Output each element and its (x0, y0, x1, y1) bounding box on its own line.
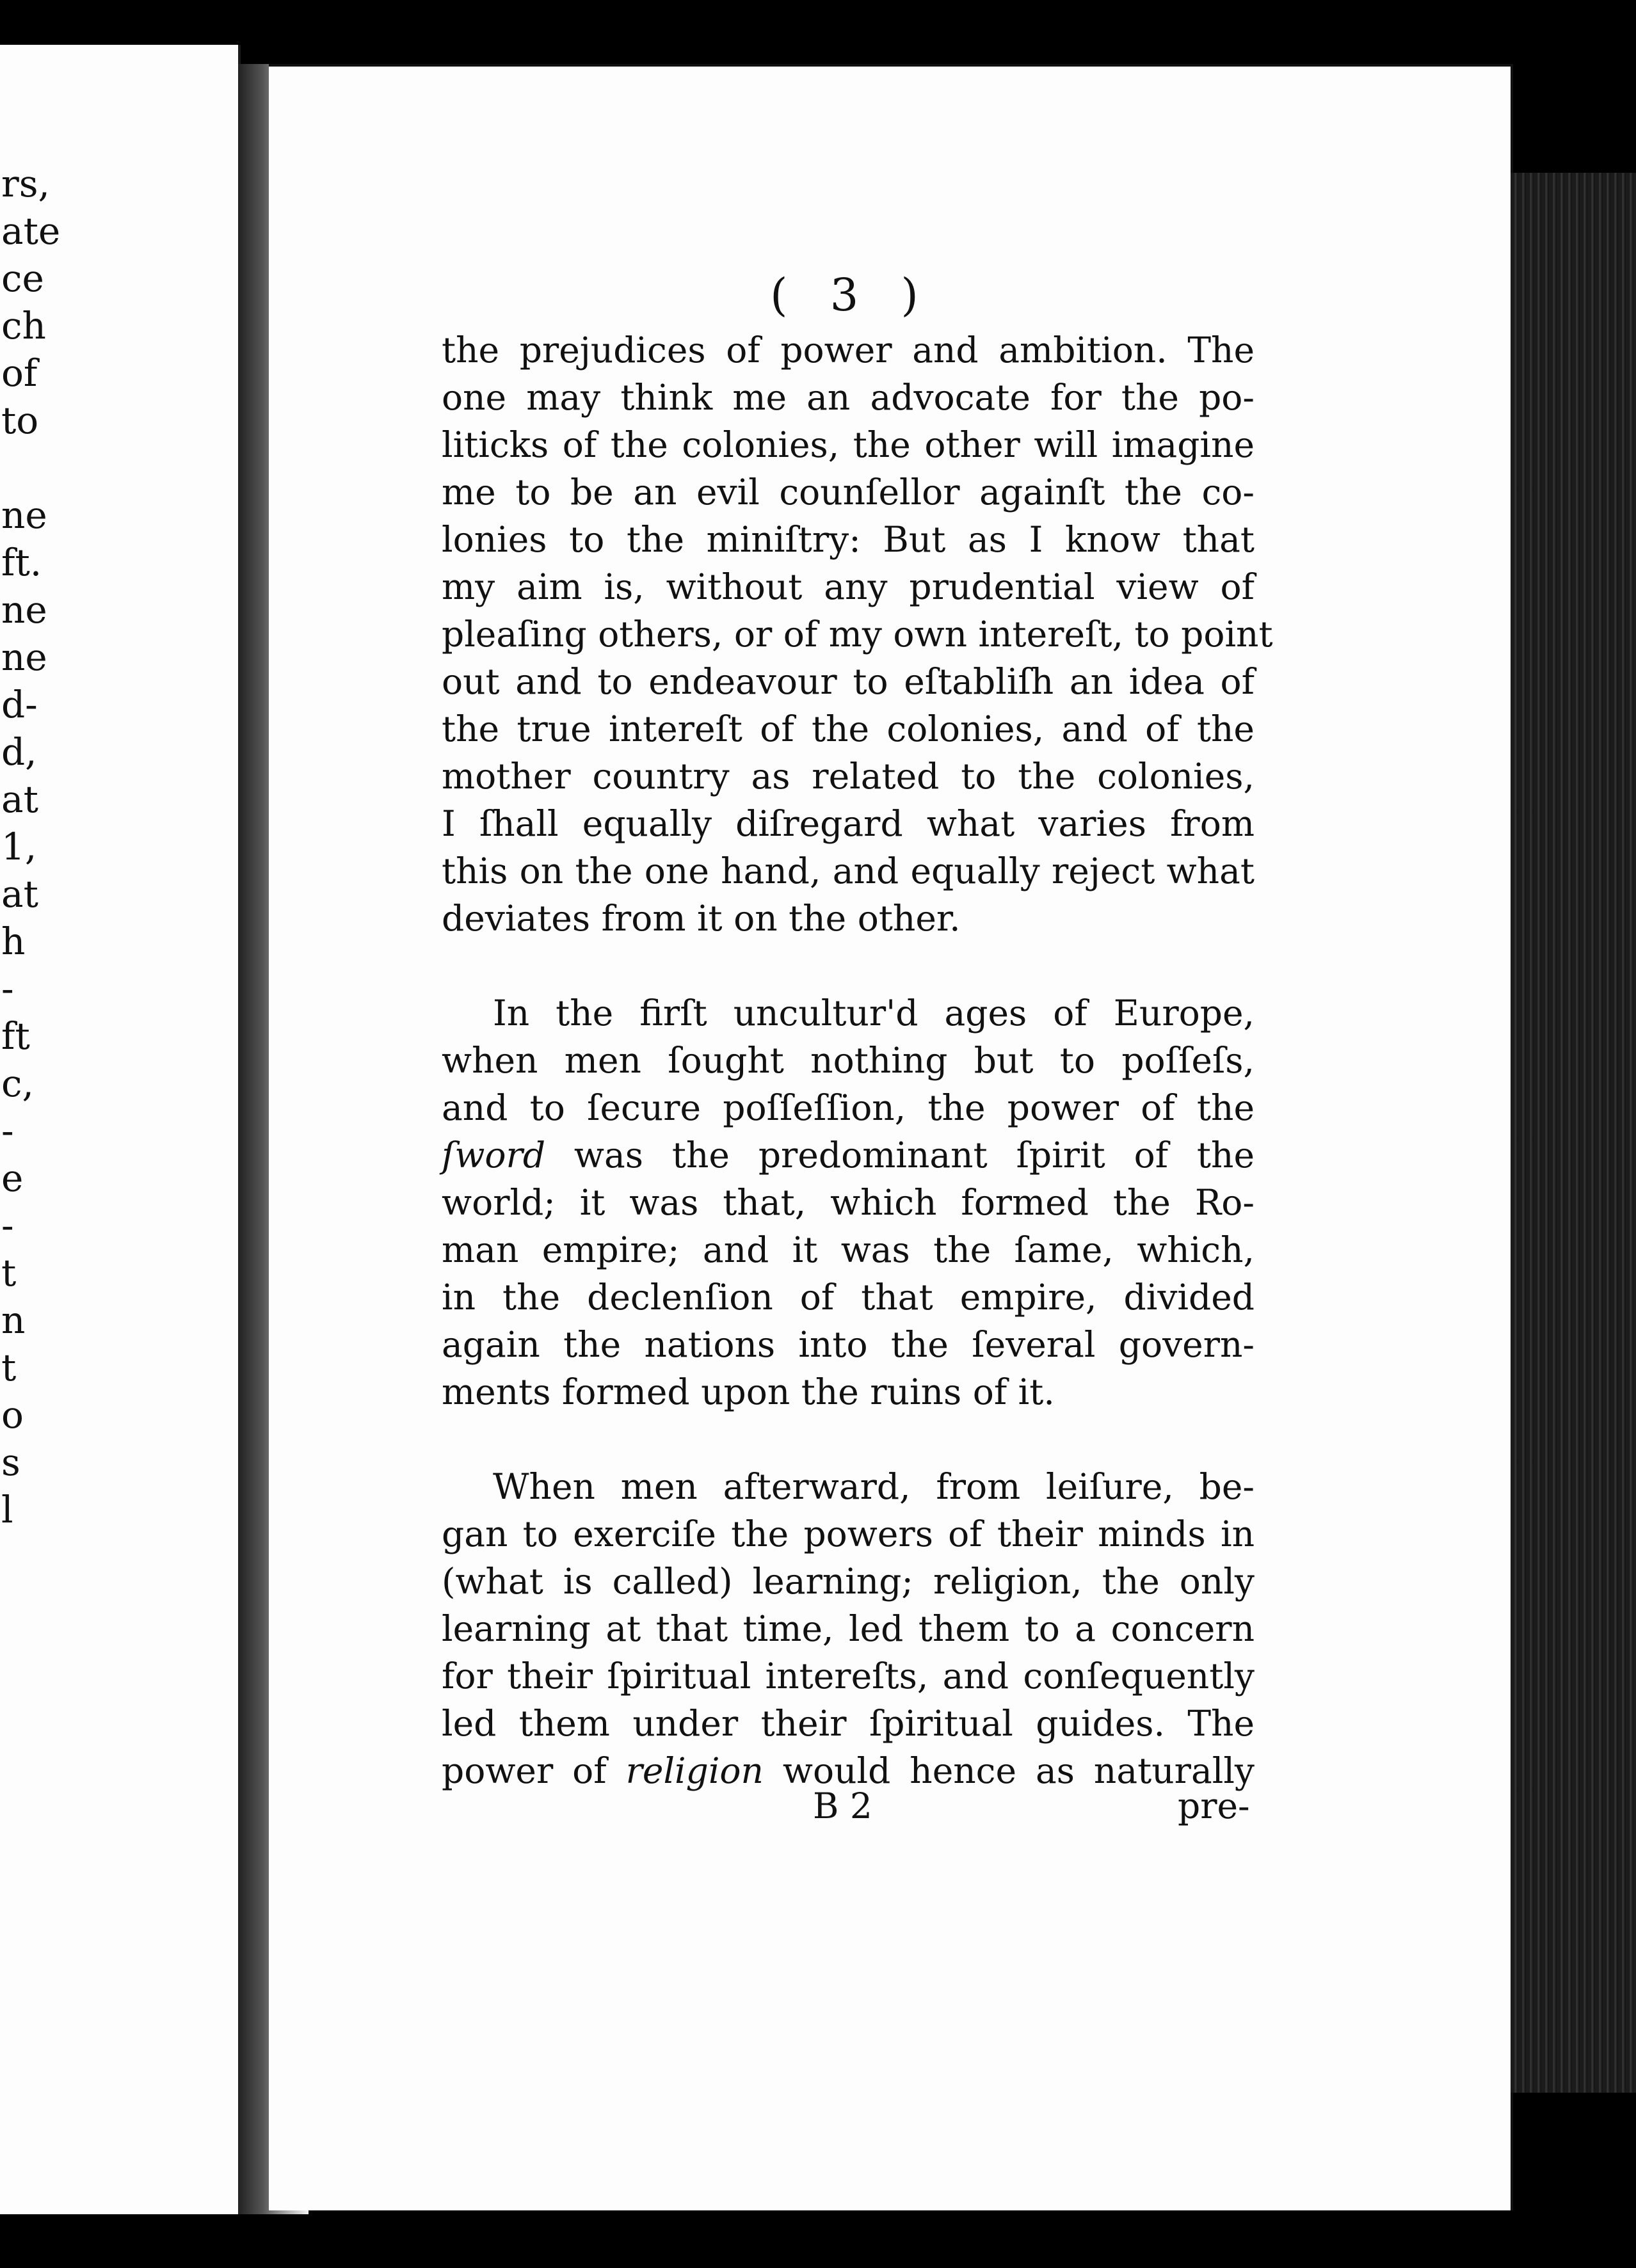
text-line: my aim is, without any prudential view of (442, 566, 1255, 607)
left-page-fragment: - (1, 1204, 14, 1247)
text-line: and to ſecure poſſeſſion, the power of the (442, 1087, 1255, 1128)
text-line: the true intereſt of the colonies, and of the (442, 708, 1255, 749)
text-line: When men afterward, from leiſure, be- (493, 1466, 1255, 1507)
left-page-fragment: ch (1, 304, 46, 347)
left-page-fragment: l (1, 1488, 13, 1531)
left-page-fragment: e (1, 1156, 24, 1200)
paragraph-1 (442, 326, 1273, 942)
text-line: mother country as related to the colonies, (442, 756, 1255, 797)
text-line: deviates from it on the other. (442, 898, 961, 939)
left-page-fragment: c, (1, 1062, 34, 1105)
paragraph-gap (442, 942, 1255, 989)
text-line: out and to endeavour to eſtabliſh an idea of (442, 661, 1255, 702)
signature-mark: B 2 (813, 1785, 872, 1826)
paragraph-3 (442, 1463, 1255, 1794)
text-line: for their ſpiritual intereſts, and conſequently (442, 1656, 1255, 1697)
left-page-fragment: d- (1, 683, 38, 726)
text-line: I ſhall equally diſregard what varies from (442, 803, 1255, 844)
left-page-fragment: rs, (1, 162, 50, 205)
left-page-fragment: - (1, 967, 14, 1010)
text-line: the prejudices of power and ambition. The (442, 330, 1255, 371)
left-page-fragment: ate (1, 209, 61, 253)
left-page-fragment: ne (1, 635, 47, 679)
left-page-fragment: 1, (1, 825, 37, 868)
left-page-fragment: ne (1, 588, 47, 632)
left-facing-page (0, 45, 241, 2246)
left-page-fragment: s (1, 1441, 20, 1484)
text-line (442, 1131, 1255, 1179)
page-number-header: ( 3 ) (770, 269, 933, 321)
text-line: me to be an evil counſellor againſt the co- (442, 472, 1255, 513)
left-page-fragment: n (1, 1298, 26, 1342)
catchword: pre- (1178, 1785, 1250, 1826)
text-line: pleaſing others, or of my own intereſt, to point (442, 614, 1273, 655)
left-page-fragment: ce (1, 257, 44, 300)
left-page-fragment: ne (1, 493, 47, 537)
text-line: this on the one hand, and equally reject what (442, 850, 1255, 891)
scan-border (0, 2214, 1636, 2268)
left-page-fragment: ft. (1, 541, 42, 584)
left-page-fragment: ft (1, 1014, 30, 1058)
left-page-fragment: at (1, 778, 38, 821)
text-line: lonies to the miniſtry: But as I know that (442, 519, 1255, 560)
text-line: liticks of the colonies, the other will imagine (442, 424, 1255, 465)
text-segment: was the predominant ſpirit of the (545, 1135, 1255, 1176)
text-line: (what is called) learning; religion, the only (442, 1561, 1255, 1602)
left-page-fragment: h (1, 920, 26, 963)
text-line: when men ſought nothing but to poſſeſs, (442, 1040, 1255, 1081)
left-page-fragment: t (1, 1251, 17, 1295)
italic-word: religion (625, 1750, 764, 1791)
paragraph-2 (442, 989, 1255, 1416)
text-line: man empire; and it was the ſame, which, (442, 1229, 1255, 1270)
paragraph-gap (442, 1416, 1255, 1463)
text-line: gan to exerciſe the powers of their minds in (442, 1513, 1255, 1554)
text-line: led them under their ſpiritual guides. The (442, 1703, 1255, 1744)
left-page-fragment: o (1, 1393, 24, 1437)
text-line: one may think me an advocate for the po- (442, 377, 1255, 418)
left-page-fragment: d, (1, 730, 37, 774)
text-segment: would hence as naturally (763, 1750, 1255, 1791)
body-text (442, 326, 1273, 1794)
text-segment: power of (442, 1750, 626, 1791)
page-stack-edge (1511, 173, 1636, 2093)
text-line: world; it was that, which formed the Ro- (442, 1182, 1255, 1223)
left-page-fragment: at (1, 872, 38, 916)
text-line: in the declenſion of that empire, divided (442, 1277, 1255, 1318)
left-page-fragment: to (1, 399, 39, 442)
italic-word: ſword (442, 1135, 546, 1176)
left-page-fragment: - (1, 1109, 14, 1153)
text-line: In the firſt uncultur'd ages of Europe, (493, 993, 1255, 1034)
text-line: learning at that time, led them to a concern (442, 1608, 1255, 1649)
text-line: again the nations into the ſeveral govern- (442, 1324, 1255, 1365)
left-page-fragment: of (1, 351, 38, 395)
left-page-fragment: t (1, 1346, 17, 1389)
text-line: ments formed upon the ruins of it. (442, 1371, 1055, 1412)
